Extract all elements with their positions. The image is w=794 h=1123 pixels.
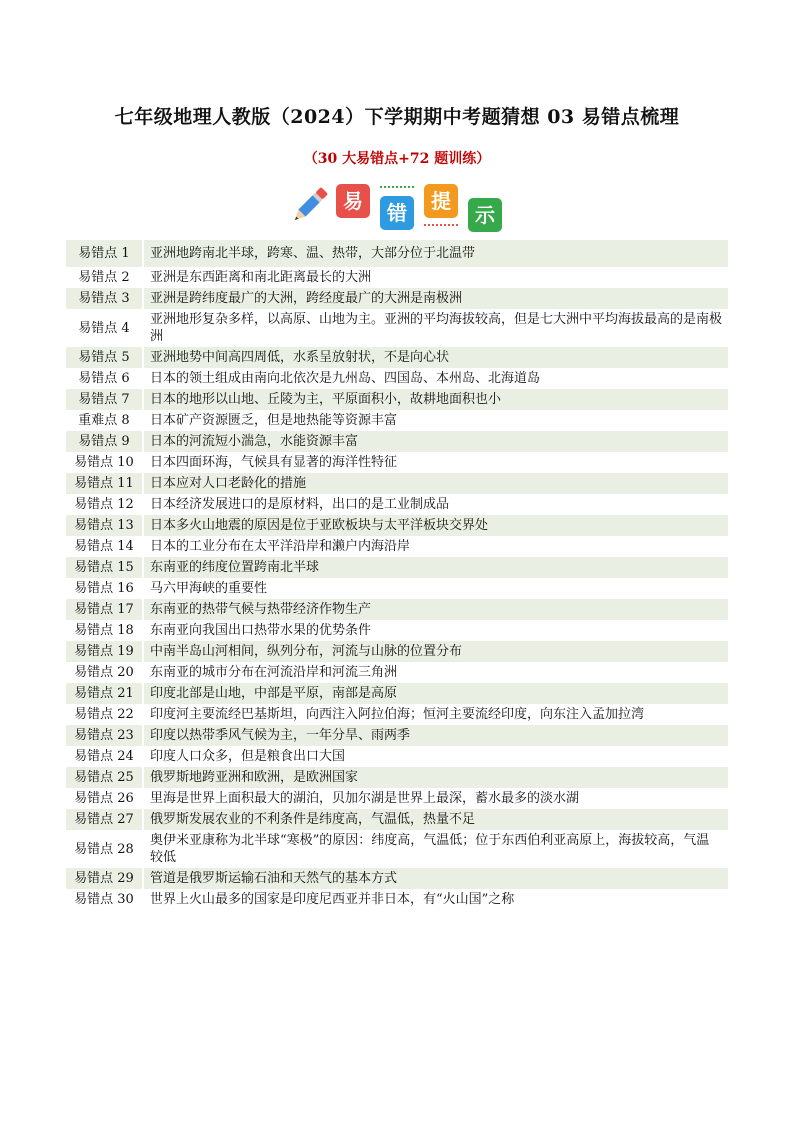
point-text: 亚洲地形复杂多样，以高原、山地为主。亚洲的平均海拔较高，但是七大洲中平均海拔最高的是南极洲 — [143, 309, 728, 347]
point-label: 易错点 24 — [66, 746, 143, 767]
point-label: 易错点 25 — [66, 767, 143, 788]
point-label: 易错点 27 — [66, 809, 143, 830]
mistake-tip-banner — [288, 180, 508, 236]
point-text: 东南亚向我国出口热带水果的优势条件 — [143, 620, 728, 641]
point-text: 日本的领土组成由南向北依次是九州岛、四国岛、本州岛、北海道岛 — [143, 368, 728, 389]
point-text: 日本应对人口老龄化的措施 — [143, 473, 728, 494]
table-row — [66, 889, 728, 910]
point-text: 亚洲是跨纬度最广的大洲，跨经度最广的大洲是南极洲 — [143, 288, 728, 309]
point-label: 易错点 29 — [66, 868, 143, 889]
table-row — [66, 599, 728, 620]
table-row — [66, 536, 728, 557]
table-row — [66, 809, 728, 830]
point-label: 易错点 20 — [66, 662, 143, 683]
table-row — [66, 830, 728, 868]
point-label: 易错点 14 — [66, 536, 143, 557]
point-label: 易错点 6 — [66, 368, 143, 389]
point-label: 易错点 5 — [66, 347, 143, 368]
point-label: 易错点 16 — [66, 578, 143, 599]
pencil-icon — [290, 186, 328, 226]
point-label: 易错点 22 — [66, 704, 143, 725]
point-label: 易错点 11 — [66, 473, 143, 494]
point-text: 亚洲地势中间高四周低，水系呈放射状，不是向心状 — [143, 347, 728, 368]
table-row — [66, 267, 728, 288]
table-row — [66, 704, 728, 725]
point-text: 印度人口众多，但是粮食出口大国 — [143, 746, 728, 767]
point-label: 易错点 15 — [66, 557, 143, 578]
table-row — [66, 309, 728, 347]
point-text: 印度以热带季风气候为主，一年分旱、雨两季 — [143, 725, 728, 746]
point-label: 易错点 7 — [66, 389, 143, 410]
point-label: 易错点 17 — [66, 599, 143, 620]
point-text: 日本的工业分布在太平洋沿岸和濑户内海沿岸 — [143, 536, 728, 557]
table-row — [66, 410, 728, 431]
document-title: 七年级地理人教版（2024）下学期期中考题猜想 03 易错点梳理 — [114, 106, 680, 128]
point-label: 易错点 1 — [66, 240, 143, 267]
table-row — [66, 557, 728, 578]
point-label: 重难点 8 — [66, 410, 143, 431]
point-text: 里海是世界上面积最大的湖泊，贝加尔湖是世界上最深，蓄水最多的淡水湖 — [143, 788, 728, 809]
point-text: 东南亚的城市分布在河流沿岸和河流三角洲 — [143, 662, 728, 683]
point-text: 亚洲地跨南北半球，跨寒、温、热带，大部分位于北温带 — [143, 240, 728, 267]
point-text: 日本的地形以山地、丘陵为主，平原面积小，故耕地面积也小 — [143, 389, 728, 410]
point-text: 奥伊米亚康称为北半球“寒极”的原因：纬度高，气温低；位于东西伯利亚高原上，海拔较高，气温较低 — [143, 830, 728, 868]
point-text: 世界上火山最多的国家是印度尼西亚并非日本，有“火山国”之称 — [143, 889, 728, 910]
table-row — [66, 662, 728, 683]
banner-wave-top — [380, 186, 414, 192]
mistake-points-table — [66, 240, 728, 910]
point-label: 易错点 21 — [66, 683, 143, 704]
table-row — [66, 641, 728, 662]
table-row — [66, 868, 728, 889]
table-row — [66, 288, 728, 309]
banner-char-shi: 示 — [468, 198, 502, 232]
point-text: 东南亚的热带气候与热带经济作物生产 — [143, 599, 728, 620]
table-row — [66, 767, 728, 788]
table-row — [66, 431, 728, 452]
point-text: 东南亚的纬度位置跨南北半球 — [143, 557, 728, 578]
point-text: 俄罗斯地跨亚洲和欧洲，是欧洲国家 — [143, 767, 728, 788]
point-text: 印度河主要流经巴基斯坦，向西注入阿拉伯海；恒河主要流经印度，向东注入孟加拉湾 — [143, 704, 728, 725]
banner-char-yi: 易 — [336, 184, 370, 218]
table-row — [66, 578, 728, 599]
table-row — [66, 389, 728, 410]
point-text: 日本四面环海，气候具有显著的海洋性特征 — [143, 452, 728, 473]
point-text: 日本矿产资源匮乏，但是地热能等资源丰富 — [143, 410, 728, 431]
point-text: 管道是俄罗斯运输石油和天然气的基本方式 — [143, 868, 728, 889]
point-label: 易错点 4 — [66, 309, 143, 347]
point-label: 易错点 18 — [66, 620, 143, 641]
table-row — [66, 515, 728, 536]
point-label: 易错点 13 — [66, 515, 143, 536]
table-row — [66, 725, 728, 746]
point-label: 易错点 2 — [66, 267, 143, 288]
table-row — [66, 452, 728, 473]
point-text: 中南半岛山河相间，纵列分布，河流与山脉的位置分布 — [143, 641, 728, 662]
table-row — [66, 240, 728, 267]
point-label: 易错点 9 — [66, 431, 143, 452]
point-label: 易错点 12 — [66, 494, 143, 515]
point-text: 俄罗斯发展农业的不利条件是纬度高，气温低，热量不足 — [143, 809, 728, 830]
point-text: 日本经济发展进口的是原材料，出口的是工业制成品 — [143, 494, 728, 515]
point-text: 日本多火山地震的原因是位于亚欧板块与太平洋板块交界处 — [143, 515, 728, 536]
table-row — [66, 746, 728, 767]
point-label: 易错点 26 — [66, 788, 143, 809]
point-text: 日本的河流短小湍急，水能资源丰富 — [143, 431, 728, 452]
point-label: 易错点 28 — [66, 830, 143, 868]
point-label: 易错点 30 — [66, 889, 143, 910]
banner-char-ti: 提 — [424, 184, 458, 218]
table-row — [66, 788, 728, 809]
document-subtitle: （30 大易错点+72 题训练） — [303, 151, 491, 167]
table-row — [66, 683, 728, 704]
table-row — [66, 620, 728, 641]
table-row — [66, 473, 728, 494]
point-label: 易错点 10 — [66, 452, 143, 473]
point-label: 易错点 23 — [66, 725, 143, 746]
point-text: 印度北部是山地，中部是平原，南部是高原 — [143, 683, 728, 704]
table-row — [66, 347, 728, 368]
table-row — [66, 494, 728, 515]
point-text: 马六甲海峡的重要性 — [143, 578, 728, 599]
point-label: 易错点 3 — [66, 288, 143, 309]
point-text: 亚洲是东西距离和南北距离最长的大洲 — [143, 267, 728, 288]
point-label: 易错点 19 — [66, 641, 143, 662]
table-row — [66, 368, 728, 389]
banner-wave-bottom — [424, 224, 458, 230]
banner-char-cuo: 错 — [380, 196, 414, 230]
